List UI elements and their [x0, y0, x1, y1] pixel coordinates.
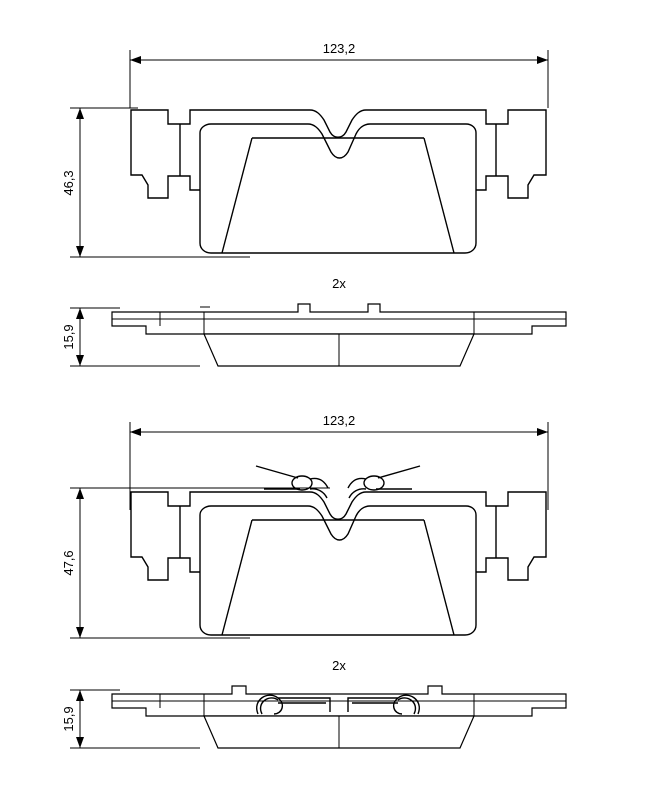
top-pad-front-view: [131, 110, 546, 253]
top-thickness-label: 15,9: [61, 324, 76, 350]
bottom-quantity-label: 2x: [332, 658, 346, 673]
bottom-pad-front-view: [131, 492, 546, 635]
top-height-label: 46,3: [61, 170, 76, 196]
bottom-width-label: 123,2: [322, 413, 356, 428]
top-quantity-label: 2x: [332, 276, 346, 291]
bottom-pad-side-view: [112, 686, 566, 748]
top-width-dimension: [130, 50, 548, 108]
bottom-thickness-label: 15,9: [61, 706, 76, 732]
top-pad-side-view: [112, 304, 566, 366]
top-width-label: 123,2: [322, 41, 356, 56]
bottom-height-label: 47,6: [61, 550, 76, 576]
